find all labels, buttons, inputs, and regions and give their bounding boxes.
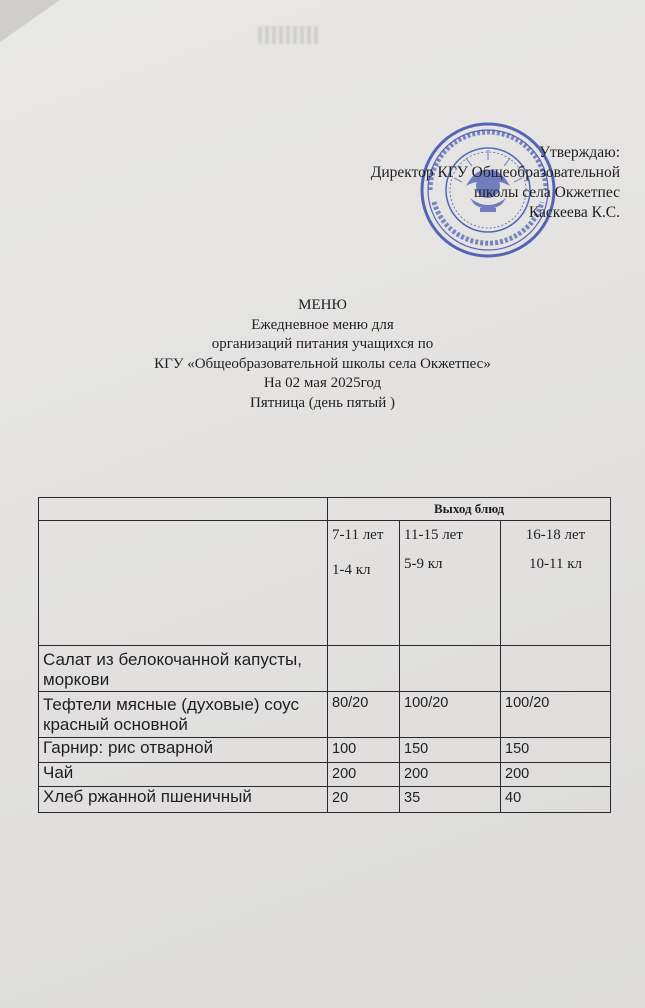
table-header-row: [39, 498, 611, 521]
portion-value: [328, 646, 400, 692]
age-years: 11-15 лет: [404, 527, 463, 543]
menu-subtitle: Ежедневное меню для: [251, 316, 394, 333]
portion-value: 150: [501, 738, 611, 763]
portion-value: 80/20: [328, 692, 400, 738]
age-group-cell: [328, 521, 400, 646]
dish-header-cell: [39, 521, 328, 646]
output-header: Выход блюд: [328, 498, 611, 521]
age-classes: 5-9 кл: [404, 556, 443, 572]
age-group-row: [39, 521, 611, 646]
portion-value: 40: [501, 787, 611, 813]
portion-value: 100/20: [400, 692, 501, 738]
age-classes: 10-11 кл: [529, 556, 582, 572]
menu-weekday: Пятница (день пятый ): [249, 394, 395, 411]
dish-name: Чай: [39, 763, 328, 787]
age-years: 7-11 лет: [332, 527, 384, 543]
menu-title-block: [0, 296, 645, 413]
approval-heading: Утверждаю:: [539, 144, 620, 161]
age-group-cell: [400, 521, 501, 646]
age-classes: 1-4 кл: [332, 562, 371, 578]
approval-signatory: Каскеева К.С.: [528, 204, 620, 221]
portion-value: [501, 646, 611, 692]
menu-school: КГУ «Общеобразовательной школы села Окжетпес»: [154, 355, 491, 372]
dish-name: Гарнир: рис отварной: [39, 738, 328, 763]
menu-organization: организаций питания учащихся по: [211, 336, 434, 352]
portion-value: 200: [501, 763, 611, 787]
folded-corner: [0, 0, 60, 42]
portion-value: 20: [328, 787, 400, 813]
table-row: [39, 692, 611, 738]
dish-name: Салат из белокочанной капусты, моркови: [39, 646, 328, 692]
portion-value: 200: [400, 763, 501, 787]
menu-date: На 02 мая 2025год: [263, 375, 382, 391]
approval-director: Директор КГУ Общеобразовательной: [370, 164, 620, 181]
portion-value: [400, 646, 501, 692]
table-corner-cell: [39, 498, 328, 521]
menu-table: [38, 497, 611, 813]
dish-name: Тефтели мясные (духовые) соус красный основной: [39, 692, 328, 738]
portion-value: 100: [328, 738, 400, 763]
portion-value: 200: [328, 763, 400, 787]
portion-value: 150: [400, 738, 501, 763]
approval-school: школы села Окжетпес: [473, 184, 620, 201]
age-group-cell: [501, 521, 611, 646]
menu-title: МЕНЮ: [298, 297, 347, 313]
table-row: [39, 646, 611, 692]
table-row: [39, 763, 611, 787]
portion-value: 100/20: [501, 692, 611, 738]
table-row: [39, 738, 611, 763]
bleed-through-marks: [258, 26, 320, 44]
table-row: [39, 787, 611, 813]
portion-value: 35: [400, 787, 501, 813]
approval-block: [371, 143, 620, 223]
dish-name: Хлеб ржанной пшеничный: [39, 787, 328, 813]
age-years: 16-18 лет: [525, 527, 586, 543]
